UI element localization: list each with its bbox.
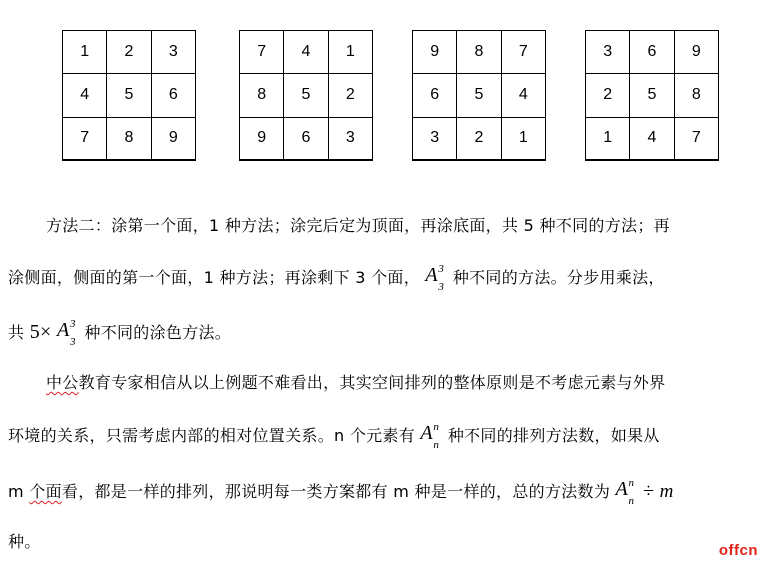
para2-line2-text-a: 环境的关系，只需考虑内部的相对位置关系。n 个元素有 — [8, 426, 416, 445]
para2-line2-text-b: 种不同的排列方法数，如果从 — [447, 426, 660, 445]
para2-line4 — [8, 531, 41, 553]
grid-cell: 8 — [240, 74, 284, 117]
grid-cell: 7 — [675, 118, 719, 161]
perm-sup: n — [628, 477, 635, 489]
grid-cell: 6 — [413, 74, 457, 117]
perm-sub: 3 — [70, 336, 76, 348]
para2-line1-text: 教育专家相信从以上例题不难看出，其实空间排列的整体原则是不考虑元素与外界 — [78, 373, 666, 392]
grid-cell: 3 — [152, 31, 196, 74]
grid-cell: 5 — [457, 74, 501, 117]
grid-cell: 3 — [413, 118, 457, 161]
grid-cell: 1 — [329, 31, 373, 74]
grid-cell: 6 — [152, 74, 196, 117]
grid-cell: 7 — [63, 118, 107, 161]
divisor-m: m — [659, 481, 674, 502]
grid-cell: 4 — [630, 118, 674, 161]
grid-cell: 6 — [284, 118, 328, 161]
grid-cell: 4 — [284, 31, 328, 74]
perm-letter: A — [425, 264, 438, 286]
para2-line2 — [8, 421, 660, 451]
flagged-word-zhonggong: 中公 — [46, 373, 79, 392]
grid-cell: 9 — [240, 118, 284, 161]
para1-line3-text-a: 共 — [8, 323, 25, 342]
perm-sub: n — [628, 495, 635, 507]
flagged-word-gemian: 个面 — [29, 482, 62, 501]
para1-line2 — [8, 263, 665, 293]
para2-line3 — [8, 477, 674, 507]
grid-cell: 3 — [329, 118, 373, 161]
perm-sup: n — [433, 421, 440, 433]
offcn-watermark-logo: offcn — [718, 542, 758, 559]
permutation-a33-2 — [57, 318, 79, 348]
grid-cell: 3 — [586, 31, 630, 74]
factor-five: 5 — [29, 321, 41, 343]
para1-line2-text-b: 种不同的方法。分步用乘法， — [452, 268, 665, 287]
number-grid-1 — [62, 30, 196, 161]
permutation-ann-2 — [615, 477, 638, 507]
grid-cell: 8 — [457, 31, 501, 74]
para1-line1-text: 方法二：涂第一个面，1 种方法；涂完后定为顶面，再涂底面，共 5 种不同的方法；再 — [46, 216, 670, 235]
grid-cell: 2 — [107, 31, 151, 74]
para1-line2-text-a: 涂侧面，侧面的第一个面，1 种方法；再涂剩下 3 个面， — [8, 268, 421, 287]
grid-cell: 2 — [329, 74, 373, 117]
grid-cell: 8 — [107, 118, 151, 161]
para2-line1 — [46, 372, 665, 394]
grid-cell: 5 — [284, 74, 328, 117]
perm-sub: n — [433, 439, 440, 451]
para2-line3-text-b: 看，都是一样的排列，那说明每一类方案都有 m 种是一样的，总的方法数为 — [61, 482, 611, 501]
para2-line4-text: 种。 — [8, 532, 41, 551]
para1-line1 — [46, 215, 670, 237]
grid-cell: 5 — [107, 74, 151, 117]
perm-letter: A — [57, 319, 70, 341]
para1-line3 — [8, 318, 232, 348]
grid-cell: 6 — [630, 31, 674, 74]
grid-cell: 9 — [152, 118, 196, 161]
grid-cell: 9 — [675, 31, 719, 74]
perm-sub: 3 — [438, 281, 445, 293]
number-grid-2 — [239, 30, 373, 161]
grid-cell: 1 — [63, 31, 107, 74]
perm-sup: 3 — [70, 318, 76, 330]
grid-cell: 5 — [630, 74, 674, 117]
para2-line3-text-a: m — [8, 482, 30, 501]
grid-cell: 1 — [502, 118, 546, 161]
grid-cell: 9 — [413, 31, 457, 74]
grid-cell: 4 — [502, 74, 546, 117]
para1-line3-text-b: 种不同的涂色方法。 — [84, 323, 232, 342]
grid-cell: 2 — [586, 74, 630, 117]
number-grid-4 — [585, 30, 719, 161]
grid-cell: 4 — [63, 74, 107, 117]
perm-letter: A — [615, 478, 629, 500]
times-sign: × — [40, 321, 52, 343]
perm-sup: 3 — [438, 263, 445, 275]
permutation-ann — [420, 421, 442, 451]
perm-letter: A — [420, 422, 433, 444]
permutation-a33 — [425, 263, 447, 293]
divide-sign: ÷ — [642, 480, 655, 502]
grid-cell: 1 — [586, 118, 630, 161]
grid-cell: 7 — [240, 31, 284, 74]
grid-cell: 7 — [502, 31, 546, 74]
grid-cell: 8 — [675, 74, 719, 117]
number-grid-3 — [412, 30, 546, 161]
grid-cell: 2 — [457, 118, 501, 161]
